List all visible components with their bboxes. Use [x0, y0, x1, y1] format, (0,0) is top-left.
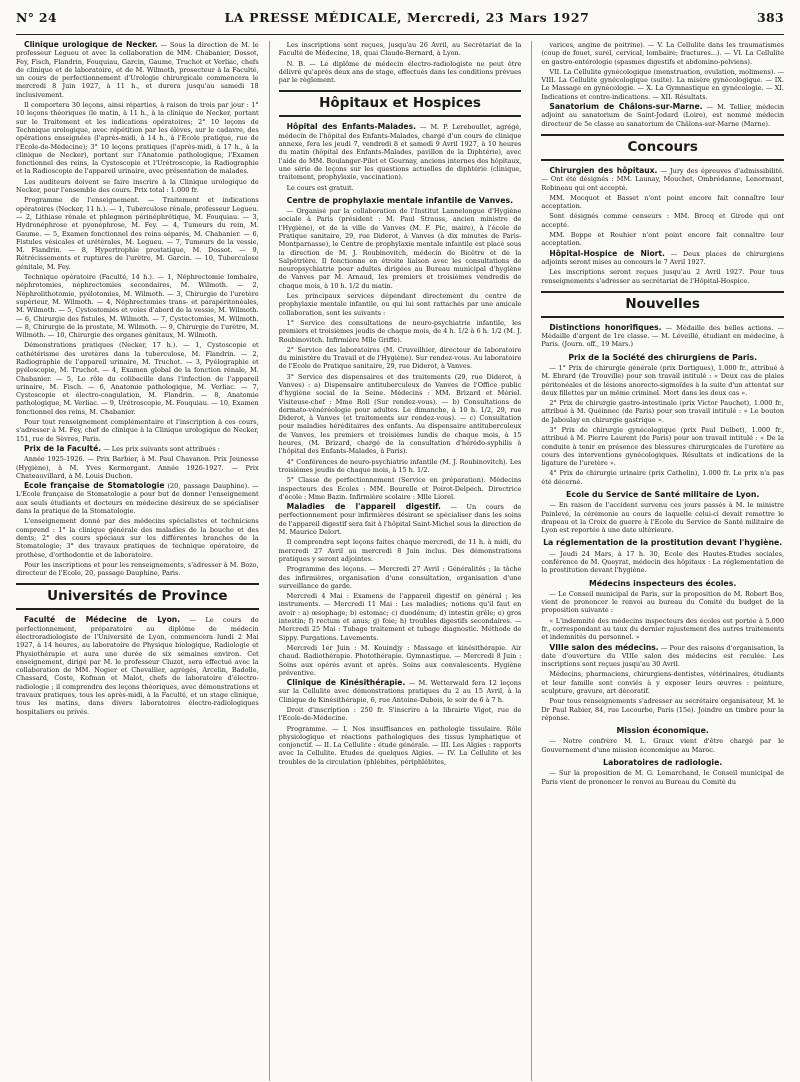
- article-stomatologie: [16, 482, 259, 515]
- article-text: (20, passage Dauphine). — L'Ecole française de Stomatologie a pour but de donner l'enseignement aux seuls étudiants et docteurs en médecine désireux de se spécialiser dans la pratique de la Stomatologie.: [16, 482, 259, 516]
- article-prix-faculte: [16, 445, 259, 453]
- article-text: — M. Wetterwald fera 12 leçons sur la Cellulite avec démonstrations pratiques du 2 au 15 Avril, à la Clinique de Kinésithérapie, 6, rue Antoine-Dubois, le soir de 6 à 7 h.: [278, 679, 522, 704]
- section-heading: Nouvelles: [541, 291, 784, 318]
- article-kinesitherapie: [279, 679, 522, 704]
- paragraph: Les inscriptions sont reçues, jusqu'au 26 Avril, au Secrétariat de la Faculté de Médecine, 18, quai Claude-Bernard, à Lyon.: [278, 41, 522, 58]
- paragraph: 2° Service des laboratoires (M. Cruveilhier, directeur de laboratoire du ministère du Travail et de l'Hygiène). Sur rendez-vous. Au laboratoire de l'Ecole de Pratique sanitaire, 29, rue Diderot, à Vanves.: [278, 345, 522, 371]
- article-niort: [541, 250, 784, 267]
- paragraph: 3° Service des dispensaires et des traitements (29, rue Diderot, à Vanves) : a) Dispensaire antituberculeux de Vanves de l'Office public d'hygiène social de la Seine. Médecins : MM. Brizard et Mériel. Visiteuse-chef : Mme Roll (Sur rendez-vous). — b) Consultations de dermato-vénéréologie pour adultes. Le dimanche, à 10 h. 1/2, 29, rue Diderot, à Vanves (et traitements sur rendez-vous). — c) Consultation pour maladies héréditaires des enfants. Au dispensaire antituberculeux de Vanves, les premiers et troisièmes lundis de chaque mois, à 15 heures, (M. Brizard, chargé de la consultation d'hérédo-syphilis à l'hôpital des Enfants-Malades, à Paris).: [278, 372, 522, 456]
- article-title: Centre de prophylaxie mentale infantile de Vanves.: [286, 195, 514, 205]
- paragraph: Les auditeurs doivent se faire inscrire à la Clinique urologique de Necker, pour l'ensemble des cours. Prix total : 1.000 fr.: [16, 177, 259, 195]
- section-heading: Universités de Province: [16, 583, 259, 610]
- paragraph: — 1° Prix de chirurgie générale (prix Dortigues), 1.000 fr., attribué à M. Ebrard (de Trouville) pour son travail intitulé : « Deux cas de plaies péritonéales et de lésions anorecto-sigmoïdes à la suite d'un attentat sur deux fillettes par un même criminel. Mort dans les deux cas ».: [541, 363, 784, 397]
- article-chirurgien-hopitaux: [541, 167, 784, 192]
- article-text: — M. Tellier, médecin adjoint au sanatorium de Saint-Jodard (Loire), est nommé médecin directeur de 5e classe au sanatorium de Châlons-sur-Marne (Marne).: [541, 103, 784, 128]
- paragraph: MM. Mocquot et Basset n'ont point encore fait connaître leur acceptation.: [541, 193, 784, 211]
- paragraph: Mercredi 1er Juin : M. Kouindjy : Massage et kinésithérapie. Air chaud. Radiothérapie. Photothérapie. Gymnastique. — Mercredi 8 Juin : Soins aux opérés avant et après. Soins aux convalescents. Hygiène préventive.: [278, 643, 522, 677]
- paragraph: Il comportera 30 leçons, ainsi réparties, à raison de trois par jour : 1° 10 leçons théoriques (le matin, à 11 h., à la clinique de Necker, portant sur le Traitement et les indications opératoires; 2° 10 leçons de Technique urologique, avec répétition par les élèves, sur le cadavre, des opérations enseignées (l'après-midi, à 14 h., à l'Ecole pratique, rue de l'Ecole-de-Médecine); 3° 10 leçons pratiques (l'après-midi, à 17 h., à la clinique de Necker), portant sur l'Anatomie pathologique, l'Examen fonctionnel des reins, la Cystoscopie et l'Urétroscopie, la Radiographie et la Radioscopie de l'appareil urinaire, avec présentation de malades.: [16, 101, 259, 176]
- article-title: Laboratoires de radiologie.: [603, 758, 723, 768]
- article-title: Chirurgien des hôpitaux.: [549, 165, 658, 175]
- article-lyon: [16, 616, 259, 716]
- paragraph: Pour tout renseignement complémentaire et l'inscription à ces cours, s'adresser à M. Fey, chef de clinique à la Clinique urologique de Necker, 151, rue de Sèvres, Paris.: [16, 418, 259, 443]
- article-salon: [541, 644, 784, 669]
- article-text: — Deux places de chirurgiens adjoints seront mises au concours le 7 Avril 1927.: [541, 249, 784, 266]
- paragraph: 4° Prix de chirurgie urinaire (prix Cathelin), 1.000 fr. Le prix n'a pas été décerné.: [541, 469, 784, 486]
- paragraph: Programme des leçons. — Mercredi 27 Avril : Généralités ; la tâche des infirmières, organisation d'une consultation, organisation d'une surveillance de garde.: [278, 565, 522, 590]
- paragraph: — Sur la proposition de M. G. Lemarchand, le Conseil municipal de Paris vient de prononcer le renvoi au Bureau du Comité du: [541, 769, 784, 786]
- paragraph: Année 1925-1926. — Prix Barbier, à M. Paul Chavanon. Prix Jeunesse (Hygiène), à M. Yves Kermorgant. Année 1926-1927. — Prix Chateauvillard, à M. Louis Duchon.: [16, 455, 259, 480]
- article-title: La réglementation de la prostitution devant l'hygiène.: [543, 538, 783, 548]
- paragraph: Médecins, pharmaciens, chirurgiens-dentistes, vétérinaires, étudiants et leur famille sont conviés à y exposer leurs œuvres : peinture, sculpture, gravure, art décoratif.: [541, 670, 784, 696]
- paragraph: 5° Classe de perfectionnement (Service en préparation). Médecins inspecteurs des Ecoles : MM. Bourelle et Poirot-Delpech. Directrice d'école : Mme Bazin. Infirmière scolaire : Mlle Liorel.: [278, 476, 522, 501]
- paragraph: Les principaux services dépendant directement du centre de prophylaxie mentale infantile, ou qui lui sont rattachés par une amicale collaboration, sont les suivants :: [278, 292, 522, 317]
- paragraph: Le cours est gratuit.: [286, 183, 354, 192]
- article-text: — Pour des raisons d'organisation, la date d'ouverture du VIIIe salon des médecins est reculée. Les inscriptions sont reçues jusqu'au 30 Avril.: [541, 643, 784, 669]
- paragraph: L'enseignement donné par des médecins spécialistes et techniciens comprend : 1° la clinique générale des maladies de la bouche et des dents; 2° des cours spéciaux sur les différentes branches de la Stomatologie; 3° des travaux pratiques de technique opératoire, de prothèse, d'orthodontie et de laboratoire.: [16, 517, 259, 559]
- article-title: Prix de la Société des chirurgiens de Paris.: [568, 352, 758, 362]
- column-1: [16, 41, 259, 1081]
- section-heading: Hôpitaux et Hospices: [279, 90, 522, 117]
- article-title: Clinique urologique de Necker.: [24, 41, 158, 49]
- paragraph: « L'indemnité des médecins inspecteurs des écoles est portée à 5.000 fr., correspondant au taux du dernier rajustement des autres traitements et indemnités du personnel. »: [541, 616, 784, 642]
- paragraph: N. B. — Le diplôme de médecin électro-radiologiste ne peut être délivré qu'après deux ans de stage, effectués dans les conditions prévues par le règlement.: [278, 59, 522, 85]
- article-necker: [16, 41, 259, 99]
- paragraph: 4° Conférences de neuro-psychiatrie infantile (M. J. Roubinovitch). Les troisièmes jeudis de chaque mois, à 15 h. 1/2.: [278, 457, 522, 474]
- paragraph: Sont désignés comme censeurs : MM. Brocq et Girode qui ont accepté.: [541, 212, 784, 229]
- article-text: — Un cours de perfectionnement pour infirmières désirant se spécialiser dans les soins de l'appareil digestif sera fait à l'hôpital Saint-Michel sous la direction de M. Maurice Delort.: [278, 503, 522, 537]
- paragraph: Démonstrations pratiques (Necker, 17 h.). — 1, Cystoscopie et cathétérisme des uretères dans la tuberculose, M. Flandrin. — 2, Radiographie de l'appareil urinaire, M. Truchot. — 3, Pyélographie et pyéloscopie, M. Truchot. — 4, Examen global de la fonction rénale, M. Chabanier. — 5, Le rôle du colibacille dans l'infection de l'appareil urinaire, M. Fisch. — 6, Anatomie pathologique, M. Verliac. — 7, Cystoscopie et électro-coagulation, M. Flandrin. — 8, Anatomie pathologique, M. Verliac. — 9, Urétroscopie, M. Fouquiau. — 10, Examen fonctionnel des reins, M. Chabanier.: [16, 341, 259, 416]
- article-text: — Le cours de perfectionnement, préparatoire au diplôme de médecin électroradiologiste de l'Université de Lyon, commencera lundi 2 Mai 1927, à 14 heures, au laboratoire de Physique biologique, Radiologie et Physiothérapie et aura une durée de six semaines environ. Cet enseignement, dirigé par M. le professeur Cluzet, sera effectué avec la collaboration de MM. Nogier et Chevallier, agrégés, Arcelin, Badolle, Chassard, Coste, Kofman et Malot, chefs de laboratoire d'électro-radiologie ; il comprendra des leçons théoriques, avec démonstrations et travaux pratiques, tous les après-midi, à la Faculté, et un stage clinique, tous les matins, dans divers laboratoires électro-radiologiques hospitaliers ou privés.: [16, 616, 259, 716]
- column-2: [269, 41, 522, 1081]
- article-text: — Médaille des belles actions. — Médaille d'argent de 1re classe. — M. Léveillé, étudiant en médecine, à Paris. (Journ. off., 19 Mars.): [541, 323, 784, 349]
- paragraph: varices, angine de poitrine). — V. La Cellulite dans les traumatismes (coup de fouet, surel, cervical, lombaire; fractures...). — VI. La Cellulite en gastro-entérologie (spasmes digestifs et abdomino-pelviens).: [541, 41, 784, 66]
- article-text: — Jury des épreuves d'admissibilité. — Ont été désignés : MM. Launay, Mouchet, Ombrédanne, Lenormant, Robineau qui ont accepté.: [541, 166, 784, 192]
- paragraph: — En raison de l'accident survenu ces jours passés à M. le ministre Painlevé, la cérémonie au cours de laquelle celui-ci devait remettre le drapeau et la Croix de guerre à l'Ecole du Service de Santé militaire de Lyon est reportée à une date ultérieure.: [541, 501, 784, 535]
- article-title: Médecins inspecteurs des écoles.: [589, 578, 737, 588]
- article-text: — Les prix suivants sont attribués :: [103, 444, 220, 453]
- paragraph: Programme. — I. Nos insuffisances en pathologie tissulaire. Rôle physiologique et réactions pathologiques des tissus lymphatique et conjonctif. — II. La Cellulite : étude générale. — III. Les Algies : rapports avec la Cellulite. Etudes de quelques Algies. — IV. La Cellulite et les troubles de la circulation (phlébites, périphlébites,: [278, 724, 522, 766]
- article-title: Prix de la Faculté.: [24, 443, 102, 453]
- page-header: [16, 10, 784, 35]
- article-title: Ecole française de Stomatologie: [24, 481, 165, 491]
- paragraph: — Le Conseil municipal de Paris, sur la proposition de M. Robert Bos, vient de prononcer le renvoi au bureau du Comité du budget de la proposition suivante :: [541, 589, 784, 615]
- paragraph: — Jeudi 24 Mars, à 17 h. 30, Ecole des Hautes-Etudes sociales, conférence de M. Queyrat, médecin des hôpitaux : La réglementation de la prostitution devant l'hygiène.: [541, 549, 784, 575]
- paragraph: 3° Prix de chirurgie gynécologique (prix Paul Delbet), 1.000 fr., attribué à M. Pierre Laurent (de Paris) pour son travail intitulé : « De la conduite à tenir en présence des blessures chirurgicales de l'uretère au cours des interventions gynécologiques. Résultats et indications de la ligature de l'uretère ».: [541, 426, 784, 468]
- article-text: — Sous la direction de M. le professeur Legueu et avec la collaboration de MM. Chabanier, Dossot, Fey, Fisch, Flandrin, Fouquiau, Garcin, Gaume, Truchot et Verliac, chefs de clinique et de laboratoire, et de M. Wilmoth, prosecteur à la Faculté, un cours de perfectionnement d'Urologie chirurgicale commencera le mercredi 8 Juin 1927, à 11 h., et durera jusqu'au samedi 18 inclusivement.: [16, 41, 259, 99]
- paragraph: Il comprendra sept leçons faites chaque mercredi, de 11 h. à midi, du mercredi 27 Avril au mercredi 8 Juin inclus. Des démonstrations pratiques y seront adjointes.: [278, 538, 522, 563]
- article-title: VIIIe salon des médecins.: [549, 642, 659, 652]
- article-appareil-digestif: [279, 503, 522, 536]
- article-title: Distinctions honorifiques.: [549, 322, 662, 332]
- paragraph: Pour tous renseignements s'adresser au secrétaire organisateur, M. le Dr Paul Rabier, 84, rue Lecourbe, Paris (15e). Joindre un timbre pour la réponse.: [541, 697, 784, 722]
- article-enfants-malades: [279, 123, 522, 181]
- issue-number: N° 24: [16, 10, 57, 25]
- article-title: Hôpital-Hospice de Niort.: [549, 248, 665, 258]
- article-title: Hôpital des Enfants-Malades.: [286, 122, 416, 132]
- paragraph: MM. Boppe et Rouhier n'ont point encore fait connaître leur acceptation.: [541, 231, 784, 248]
- article-title: Maladies de l'appareil digestif.: [286, 502, 441, 512]
- article-distinctions: [541, 324, 784, 349]
- article-chalons: [541, 103, 784, 128]
- paragraph: Mercredi 4 Mai : Examens de l'appareil digestif en général ; les instruments. — Mercredi 11 Mai : Les maladies; notions qu'il faut en avoir : a) œsophage; b) estomac; c) duodénum; d) intestin grêle; e) gros intestin; f) rectum et anus; g) foie; h) troubles digestifs secondaires. — Mercredi 25 Mai : Tubage traitement et tubage diagnostic. Méthode de Sippy. Purgations. Lavements.: [278, 592, 522, 642]
- paragraph: 1° Service des consultations de neuro-psychiatrie infantile, les premiers et troisièmes jeudis de chaque mois, de 4 h. 1/2 à 6 h. 1/2 (M. J. Roubinovitch. Infirmière Mlle Griffe).: [278, 318, 522, 344]
- paragraph: Technique opératoire (Faculté, 14 h.). — 1, Néphrectomie lombaire, néphrotomies, néphrectomies secondaires, M. Wilmoth. — 2, Néphrolithotomie, pyélotomies, M. Wilmoth. — 3, Chirurgie de l'uretère supérieur, M. Wilmoth. — 4, Néphrectomies trans- et parapéritonéales, M. Wilmoth. — 5, Cystostomies et voies d'abord de la vessie, M. Wilmoth. — 6, Chirurgie des fistules, M. Wilmoth. — 7, Cystectomies, M. Wilmoth. — 8, Chirurgie de la prostate, M. Wilmoth. — 9, Chirurgie de l'urètre, M. Wilmoth. — 10, Chirurgie des organes génitaux, M. Wilmoth.: [16, 273, 259, 340]
- paragraph: Pour les inscriptions et pour les renseignements, s'adresser à M. Bozo, directeur de l'Ecole, 20, passage Dauphine, Paris.: [16, 560, 259, 578]
- paragraph: — Organisé par la collaboration de l'Institut Lannelongue d'Hygiène sociale à Paris (président : M. Paul Strauss, ancien ministre de l'Hygiène), et de la ville de Vanves (M. F. Pic, maire), à l'école de Pratique sanitaire, 29, rue Diderot, à Vanves (à dix minutes de Paris-Montparnasse), le Centre de prophylaxie mentale infantile est placé sous la direction de M. J. Roubinovitch, médecin de Bicêtre et de la Salpêtrière. Il fonctionne en étroite liaison avec les consultations de neuropsychiatrie pour adultes dirigées au Bureau municipal d'hygiène de Vanves par M. Arnaud, les premiers et troisièmes vendredis de chaque mois, à 10 h. 1/2 du matin.: [278, 207, 522, 290]
- paragraph: 2° Prix de chirurgie gastro-intestinale (prix Victor Pauchet), 1.000 fr., attribué à M. Quéinnec (de Paris) pour son travail intitulé : « Le bouton de Jaboulay en chirurgie gastrique ».: [541, 399, 784, 424]
- paragraph: — Notre confrère M. L. Graux vient d'être chargé par le Gouvernement d'une mission économique au Maroc.: [541, 737, 784, 754]
- paragraph: Programme de l'enseignement. — Traitement et indications opératoires (Necker, 11 h.). — 1, Tuberculose rénale, professeur Legueu. — 2, Lithiase rénale et phlegmon périnéphrétique, M. Fouquiau. — 3, Hydronéphrose et pyonéphrose, M. Fey. — 4, Tumeurs du rein, M. Gaume. — 5, Examen fonctionnel des reins séparés, M. Chabanier. — 6, Fistules vésicales et urétérales, M. Legueu. — 7, Tumeurs de la vessie, M. Flandrin. — 8, Hypertrophie prostatique, M. Dossot. — 9, Rétrécissements et ruptures de l'urètre, M. Garcin. — 10, Tuberculose génitale, M. Fey.: [16, 196, 259, 271]
- article-title: Faculté de Médecine de Lyon.: [24, 615, 181, 625]
- section-heading: Concours: [541, 134, 784, 161]
- article-text: — M. P. Lereboullet, agrégé, médecin de l'hôpital des Enfants-Malades, chargé d'un cours de clinique annexe, fera les jeudi 7, vendredi 8 et samedi 9 Avril 1927, à 10 heures du matin (hôpital des Enfants-Malades, pavillon de la Diphtérie), avec l'aide de MM. Boulanger-Pilet et Gournay, anciens internes des hôpitaux, une série de leçons sur les questions actuelles de diphtérie (clinique, traitement, prophylaxie, vaccination).: [278, 123, 522, 182]
- paragraph: Droit d'inscription : 250 fr. S'inscrire à la librairie Vigot, rue de l'Ecole-de-Médecine.: [278, 705, 522, 723]
- journal-title: LA PRESSE MÉDICALE, Mercredi, 23 Mars 1927: [224, 10, 590, 25]
- paragraph: VII. La Cellulite gynécologique (menstruation, ovulation, molimens). — VIII. La Cellulite gynécologique (suite). La misère gynécologique. — IX. Le Massage en gynécologie. — X. La Gymnastique en gynécologie. — XI. Indications et contre-indications. — XII. Résultats.: [541, 67, 784, 101]
- column-3: [531, 41, 784, 1081]
- paragraph: Les inscriptions seront reçues jusqu'au 2 Avril 1927. Pour tous renseignements s'adresser au secrétariat de l'Hôpital-Hospice.: [541, 268, 784, 285]
- columns: [16, 41, 784, 1081]
- article-title: Sanatorium de Châlons-sur-Marne.: [549, 102, 703, 112]
- article-title: Mission économique.: [616, 726, 709, 736]
- article-title: Clinique de Kinésithérapie.: [286, 678, 406, 688]
- page-number: 383: [757, 10, 784, 25]
- article-title: Ecole du Service de Santé militaire de Lyon.: [566, 490, 760, 500]
